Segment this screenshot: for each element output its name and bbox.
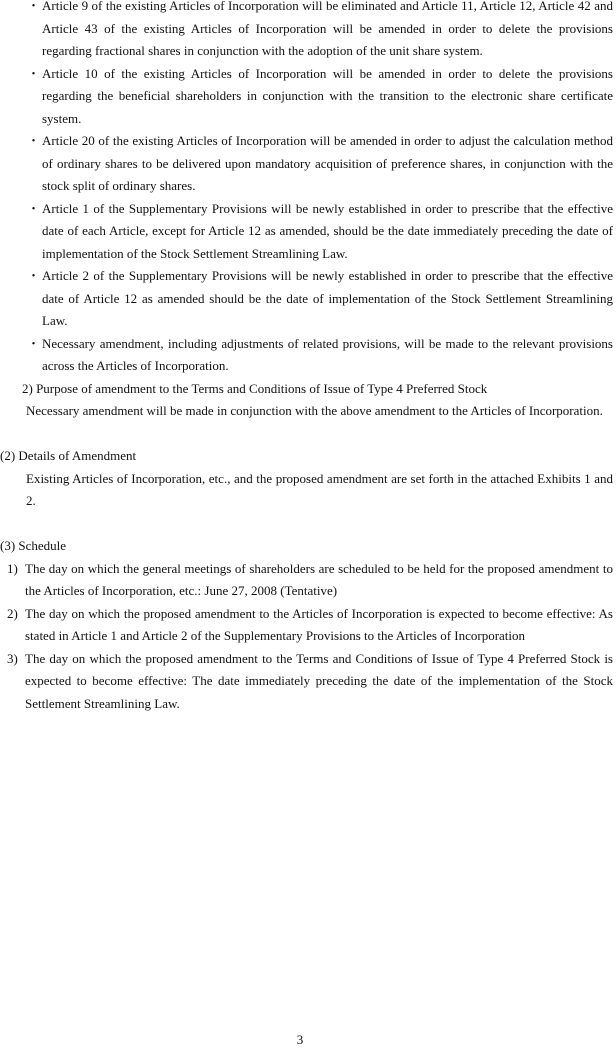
schedule-item-text: The day on which the proposed amendment to the Articles of Incorporation is expected to become effective: As stated in Article 1 and Article 2 of the Supplementary Provisions to the Articles of Incorporation <box>25 605 613 643</box>
details-heading: (2) Details of Amendment <box>0 448 137 463</box>
bullet-marker: ・ <box>27 200 41 216</box>
bullet-marker: ・ <box>27 335 41 351</box>
bullet-marker: ・ <box>27 0 41 13</box>
schedule-list <box>0 558 616 716</box>
purpose-heading: 2) Purpose of amendment to the Terms and Conditions of Issue of Type 4 Preferred Stock <box>22 380 488 396</box>
bullet-item-necessary-amendment <box>27 333 613 378</box>
bullet-text: Necessary amendment, including adjustments of related provisions, will be made to the relevant provisions across the Articles of Incorporation. <box>42 335 613 373</box>
schedule-item-number: 2) <box>7 605 18 621</box>
bullet-text: Article 1 of the Supplementary Provisions will be newly established in order to prescribe that the effective date of each Article, except for Article 12 as amended, should be the date immediately preceding the date of implementation of the Stock Settlement Streamlining Law. <box>42 200 613 261</box>
bullet-marker: ・ <box>27 268 41 283</box>
bullet-item-supplementary-article-1 <box>27 198 613 266</box>
schedule-item-number: 3) <box>7 650 18 666</box>
schedule-heading: (3) Schedule <box>0 538 67 553</box>
bullet-text: Article 10 of the existing Articles of Incorporation will be amended in order to delete the provisions regarding the beneficial shareholders in conjunction with the transition to the electronic share certificate system. <box>42 65 613 126</box>
bullet-item-article-20 <box>27 130 613 198</box>
schedule-item-text: The day on which the general meetings of shareholders are scheduled to be held for the proposed amendment to the Articles of Incorporation, etc.: June 27, 2008 (Tentative) <box>25 560 613 598</box>
schedule-item-2 <box>7 603 613 648</box>
schedule-item-1 <box>7 558 613 603</box>
bullet-marker: ・ <box>27 65 41 81</box>
schedule-item-3 <box>7 648 613 716</box>
bullet-item-supplementary-article-2 <box>27 265 613 333</box>
bullet-text: Article 20 of the existing Articles of Incorporation will be amended in order to adjust the calculation method of ordinary shares to be delivered upon mandatory acquisition of preference shares, in conjunction with the stock split of ordinary shares. <box>42 133 613 193</box>
bullet-item-article-9 <box>27 0 613 63</box>
details-text: Existing Articles of Incorporation, etc., and the proposed amendment are set forth in the attached Exhibits 1 and 2. <box>26 470 613 508</box>
bullet-list <box>0 0 616 378</box>
bullet-text: Article 9 of the existing Articles of Incorporation will be eliminated and Article 11, Article 12, Article 42 and Article 43 of the existing Articles of Incorporation will be amended in order to delete the provisions regarding fractional shares in conjunction with the adoption of the unit share system. <box>42 0 613 58</box>
page-number: 3 <box>296 1032 304 1047</box>
bullet-marker: ・ <box>27 133 41 148</box>
bullet-text: Article 2 of the Supplementary Provisions will be newly established in order to prescribe that the effective date of Article 12 as amended should be the date of implementation of the Stock Settlement Streamlining Law. <box>42 268 613 328</box>
schedule-item-number: 1) <box>7 560 18 576</box>
purpose-text: Necessary amendment will be made in conjunction with the above amendment to the Articles of Incorporation. <box>26 403 603 418</box>
bullet-item-article-10 <box>27 63 613 131</box>
schedule-item-text: The day on which the proposed amendment to the Terms and Conditions of Issue of Type 4 Preferred Stock is expected to become effective: The date immediately preceding the date of the implementation of the Stock Settlement Streamlining Law. <box>25 650 613 711</box>
